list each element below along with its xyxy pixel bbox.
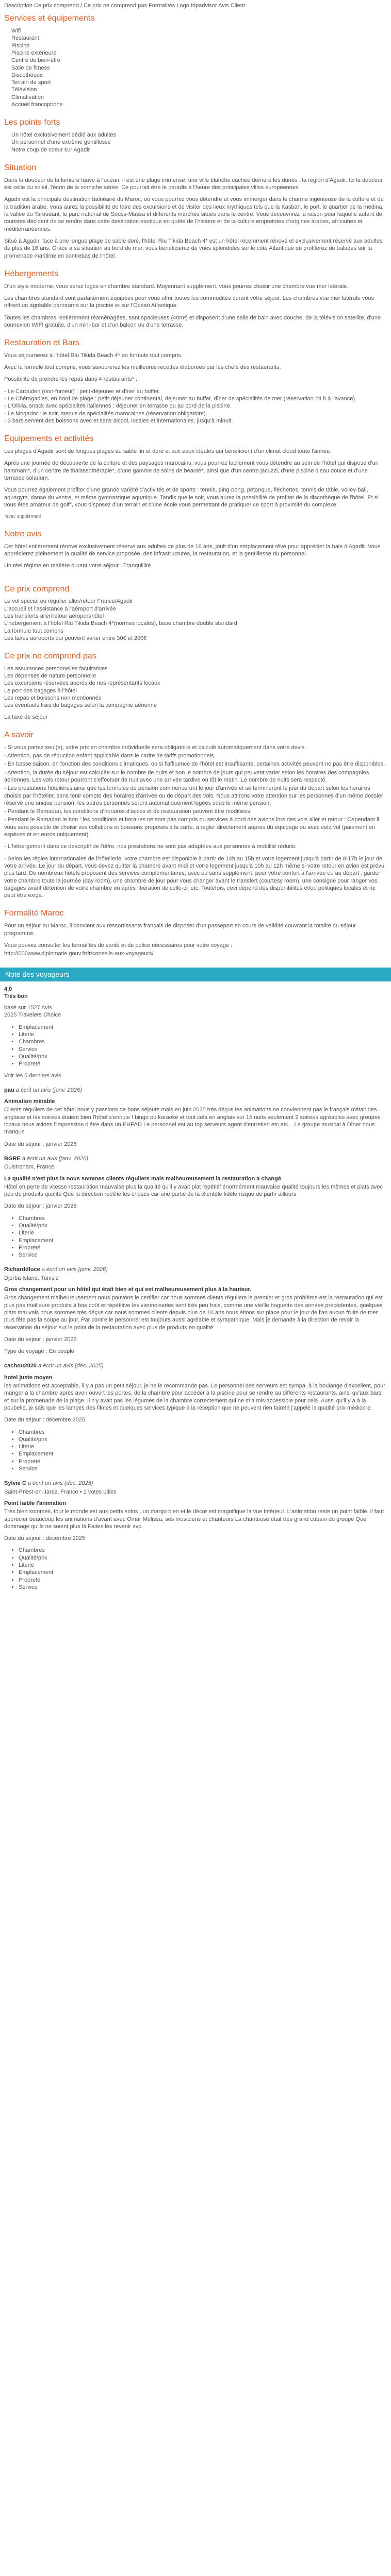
- review-criteria-item: • Service: [19, 1465, 387, 1472]
- review-criteria-item: • Emplacement: [19, 1450, 387, 1458]
- a-savoir-paragraph: - Attention, pas de réduction enfant applicable dans le cadre de tarifs promotionnels.: [4, 753, 216, 759]
- criteria-item: • Literie: [19, 1031, 387, 1038]
- hebergements-paragraph: Les chambres standard sont parfaitement équipées pour vous offrir toutes les commodités durant votre séjour. Les chambres vue mer latérale vous offrent un agréable panorama sur la piscine et sur l'Océan Atlantique.: [4, 295, 374, 309]
- formalites-link[interactable]: http://000www.diplomatie.gouv.fr/fr/conseils-aux-voyageurs/: [4, 951, 154, 957]
- review-body: Hôtel en perte de vitesse restauration mauvaise plus la qualité qu'il y avait plat répétitif énormément mauvaise qualité toujours les mêmes et plats avec peu de produits qualité Que la direction rectifie les choses car une partie de la clientèle fidèle risque de partir ailleurs: [4, 1183, 383, 1198]
- travelers-choice-award: 2025 Travelers Choice: [4, 1012, 61, 1019]
- prix-comprend-item: L'hébergement à l'hôtel Riu Tikida Beach 4*(normes locales), base chambre double standard: [4, 620, 237, 627]
- situation-paragraph: Dans la douceur de la lumière fauve à l'océan, il est une plage immense, une ville blanche cachée derrière les dunes : la région d'Agadir. Ici la douceur est celle du soleil, l'écrin de la corniche aérée. Ce pourrait être le paradis à l'heure des principales villes européennes.: [4, 177, 383, 191]
- review-criteria-item: • Chambres: [19, 1429, 387, 1436]
- a-savoir-paragraph: - Pendant le Ramadan, les conditions d'horaires d'accès et de restauration peuvent être modifiées.: [4, 808, 252, 815]
- point-fort-item: Un hôtel exclusivement dédié aux adultes: [11, 132, 117, 139]
- review-stay-date: Date du séjour : décembre 2025: [4, 1535, 86, 1542]
- criteria-item: • Propreté: [19, 1060, 387, 1067]
- avis-paragraph: Cet hôtel entièrement rénové exclusivement réservé aux adultes de plus de 16 ans, jouit d'un emplacement rêvé pour apprécier la baie d'Agadir. Vous apprécierez pleinement la qualité de service proposée, des infrastructures, la restauration, et la gentillesse du personnel.: [4, 543, 381, 557]
- criteria-item: • Chambres: [19, 1038, 387, 1045]
- review-title: Animation minable: [4, 1098, 55, 1105]
- review-criteria-list: [4, 1547, 387, 1591]
- avis-title: Notre avis: [4, 529, 42, 538]
- a-savoir-paragraph: - Attention, la durée du séjour est calculée sur le nombre de nuits et non le nombre de jours qui peuvent varier selon les horaires des compagnies aériennes. Les vols retour pourront s'effectuer de nuit avec une arrivée tardive ou tôt le matin. Le nombre de nuits sera respecté.: [4, 769, 369, 783]
- notes-banner: [0, 968, 391, 981]
- review-criteria-item: • Emplacement: [19, 1569, 387, 1576]
- point-fort-item: Un personnel d'une extrême gentillesse: [11, 139, 111, 146]
- review-stay-date: Date du séjour : décembre 2025: [4, 1417, 86, 1423]
- review-date: a écrit un avis (déc. 2025): [38, 1363, 104, 1369]
- service-item: Télévision: [11, 87, 37, 93]
- situation-title: Situation: [4, 163, 37, 173]
- prix-comprend-item: Les taxes aéroports qui peuvent varier entre 30€ et 200€: [4, 635, 147, 641]
- review-author[interactable]: cachou2020: [4, 1363, 37, 1369]
- review-title: hotel juste moyen: [4, 1374, 53, 1381]
- overall-score: 4,0: [4, 986, 12, 992]
- taxe-sejour: La taxe de séjour: [4, 714, 48, 720]
- review-location: Ouistreham, France: [4, 1164, 55, 1171]
- review-date: a écrit un avis (janv. 2026): [41, 1266, 108, 1273]
- service-item: Terrain de sport: [11, 79, 51, 86]
- criteria-list: [4, 1024, 387, 1068]
- hebergements-paragraph: Toutes les chambres, entièrement réaménagées, sont spacieuses (40m²) et disposent d'une salle de bain avec douche, de la télévision satellite, d'une connexion WIFI gratuite, d'un mini-bar et d'un balcon ou d'une terrasse.: [4, 314, 381, 328]
- service-item: Discothèque: [11, 72, 43, 78]
- review-body: Clients réguliers de cet hôtel nous y passions de bons séjours mais en juin 2025 très déçus les animations ne conviennent pas le français n'était des anglaise et les soirées étaient bien l'hôtel s'ennuie ! bingo ou karaoké et tout cela en anglais sur 15 nuits seulement 2 soirées agréables avec groupes locaux nous avions l'impression d'être dans un EHPAD Le personnel est au top serveurs agent d'entretien etc etc... Le groupe musical à Dîner nous manque: [4, 1107, 381, 1136]
- service-item: Centre de bien-être: [11, 57, 60, 64]
- restaurant-item: - L'Olivia, snack avec spécialités italiennes : déjeuner en terrasse ou au bord de la piscine.: [4, 403, 232, 410]
- review-date: a écrit un avis (janv. 2026): [22, 1155, 89, 1162]
- service-item: Piscine extérieure: [11, 49, 57, 56]
- service-item: Climatisation: [11, 94, 44, 100]
- review-title: Point faible l'animation: [4, 1500, 66, 1506]
- notes-title: Note des voyageurs: [5, 970, 70, 979]
- prix-comprend-item: Le vol spécial ou régulier aller/retour France/Agadir: [4, 598, 133, 605]
- prix-ne-comprend-list: [4, 665, 387, 709]
- a-savoir-paragraph: - En basse saison, en fonction des conditions climatiques, ou si l'affluence de l'hôtel est insuffisante, certaines activités peuvent ne pas être disponibles.: [4, 761, 385, 768]
- prix-comprend-item: Les transferts aller/retour aéroport/hôtel: [4, 613, 104, 619]
- review-header: [4, 1362, 387, 1369]
- points-forts-title: Les points forts: [4, 118, 60, 127]
- restaurant-item: - Le Mogador : le soir, menus de spécialités marocaines (réservation obligatoire).: [4, 410, 207, 417]
- restauration-title: Restauration et Bars: [4, 338, 79, 348]
- criteria-item: • Service: [19, 1046, 387, 1053]
- formalites-paragraph: Pour un séjour au Maroc, il convient aux ressortissants français de disposer d'un passeport en cours de validité couvrant la totalité du séjour programmé.: [4, 923, 356, 937]
- restauration-paragraph: Vous séjournerez à l'hôtel Riu Tikida Beach 4* en formule tout compris.: [4, 352, 183, 359]
- restauration-paragraph: Avec la formule tout compris, vous savourerez les meilleures recettes élaborées par les chefs des restaurants.: [4, 364, 281, 371]
- review-criteria-list: [4, 1215, 387, 1259]
- review-header: [4, 1266, 387, 1273]
- service-item: Wifi: [11, 28, 21, 35]
- review-author[interactable]: BGRE: [4, 1155, 21, 1162]
- prix-ne-comprend-title: Ce prix ne comprend pas: [4, 652, 96, 661]
- restaurant-item: - 3 bars servent des boissons avec et sans alcool, locales et internationales, jusqu'à minuit.: [4, 417, 233, 424]
- avis-paragraph: Un réel régime en matière durant votre séjour : Tranquillité: [4, 563, 151, 569]
- review-stay-date: Date du séjour : janvier 2026: [4, 1336, 77, 1343]
- services-title: Services et équipements: [4, 14, 95, 23]
- reviews-count: basé sur 1527 Avis: [4, 1005, 52, 1011]
- review: [4, 1480, 387, 1591]
- service-item: Salle de fitness: [11, 64, 50, 71]
- review-criteria-item: • Qualité/prix: [19, 1436, 387, 1443]
- review-author[interactable]: Sylvie C: [4, 1480, 26, 1487]
- equipements-paragraph: Les plages d'Agadir sont de longues plages au sable fin et doré et aux eaux idéales qui bénéficient d'un climat cloud toute l'année.: [4, 448, 332, 455]
- a-savoir-paragraph: - Selon les règles internationales de l'hôtellerie, votre chambre est disponible à partir de 14h au 15h et votre logement jusqu'à partir de 8-17h le jour de votre arrivée. Le jour du départ, vous devez quitter la chambre avant midi et votre logement jusqu'à 10h au 12h même si votre retour en avion est prévu plus tard. De nombreux hôtels proposent des services complémentaires, avec ou sans supplément, pour votre confort à l'arrivée ou au départ : garder votre chambre toute la journée (day room), une chambre de jour pour vous changer avant le transfert (courtesy room), une consigne pour ranger vos bagages avant détention de votre chambre ou après libération de celle-ci, etc. Toutefois, ceci dépend des disponibilités et/ou politiques locales et ne peut être exigé.: [4, 855, 385, 899]
- review: [4, 1155, 387, 1259]
- a-savoir-paragraph: - Pendant le Ramadan le bon : les conditions et horaires ne sont pas compris ou services à bord des avions lors des vols aller et retour : Cependant il vous sera possible de choisir vos collations et boissons proposés à la carte, à régler directement auprès du équipage ou avec cela vol (paiement en espèces et en euros uniquement).: [4, 817, 380, 838]
- review-stay-date: Date du séjour : janvier 2026: [4, 1203, 77, 1210]
- top-description: Description Ce prix comprend / Ce prix ne comprend pas Formalités Logo tripadvisor Avis Client: [4, 3, 245, 9]
- review-criteria-item: • Qualité/prix: [19, 1554, 387, 1562]
- formalites-title: Formalité Maroc: [4, 909, 64, 918]
- review-criteria-item: • Chambres: [19, 1215, 387, 1222]
- review-author[interactable]: pau: [4, 1087, 14, 1093]
- prix-ne-comprend-item: Les assurances personnelles facultatives: [4, 665, 108, 672]
- a-savoir-paragraph: - Si vous partez seul(e), votre prix en chambre individuelle sera obligatoire et calculé automatiquement dans votre devis.: [4, 744, 306, 751]
- restaurants-list: [4, 388, 387, 425]
- review-header: [4, 1087, 387, 1094]
- hebergements-paragraph: D'un style moderne, vous serez logés en chambre standard. Moyennant supplément, vous pourrez choisir une chambre vue mer latérale.: [4, 283, 349, 290]
- review-criteria-item: • Literie: [19, 1229, 387, 1236]
- review-criteria-item: • Literie: [19, 1562, 387, 1569]
- service-item: Piscine: [11, 42, 30, 49]
- prix-ne-comprend-item: Les dépenses de nature personnelle: [4, 673, 96, 680]
- review-date: a écrit un avis (déc. 2025): [27, 1480, 93, 1487]
- review: [4, 1362, 387, 1472]
- review-trip-type: Type de voyage : En couple: [4, 1348, 74, 1355]
- review-stay-date: Date du séjour : janvier 2026: [4, 1141, 77, 1147]
- hebergements-title: Hébergements: [4, 269, 58, 278]
- review-title: Gros changement pour un hôtel qui était bien et qui est malheureusement plus à la hauteur.: [4, 1286, 252, 1293]
- prix-comprend-item: La formule tout compris: [4, 628, 63, 634]
- review-criteria-item: • Service: [19, 1251, 387, 1259]
- review: [4, 1266, 387, 1355]
- services-list: [4, 27, 387, 108]
- formalites-paragraph: Vous pouvez consulter les formalités de santé et de police nécessaires pour votre voyage :: [4, 942, 233, 948]
- restaurant-item: - Le Chéragadies, en bord de plage : petit-déjeuner continental, déjeuner au buffet, dîner de spécialités de mer (réservation 24 h à l'avance).: [4, 396, 357, 402]
- situation-paragraph: Agadir est la principale destination balnéaire du Maroc, où vous pourrez vous détendre et vous immerger dans le charme ingénieuse de la culture et de la tradition arabe. Vous aurez la possibilité de faire des excursions et de visiter des lieux mythiques tels que la Kasbah, le port, le quartier de la médina, la vallée du Taroudant, le parc national de Souss-Massa et différents marchés situés dans le centre. Vous découvrirez la raison pour laquelle autant de touristes décident de se rendre dans cette destination exotique en quête de l'histoire et de la culture empreintes d'origines arabes, africaines et méditerranéennes.: [4, 196, 384, 232]
- service-item: Accueil francophone: [11, 101, 63, 108]
- a-savoir-paragraph: - Les prestations hôtelières ainsi que les formules de pension commenceront le jour d'arrivée et se termineront le jour du départ selon les horaires choisis par l'hôtelier, sans tenir compte des horaires d'arrivée ou de départ des vols. Nous attirons votre attention sur les personnes d'un même dossier réservé une unique pension, les autres personnes seront automatiquement logées sous le même pension.: [4, 785, 383, 806]
- equipements-paragraph: Après une journée de découverte de la culture et des paysages marocains, vous pourrez facilement vous détendre au sein de l'hôtel qui dispose d'un hammam*, d'un centre de thalassothérapie*, d'une gamme de soins de beauté*, ainsi que d'un centre jacuzzi, d'une piscine d'eau douce et d'une terrasse solarium.: [4, 460, 379, 481]
- prix-comprend-list: [4, 598, 387, 642]
- review-location: Djerba Island, Tunisie: [4, 1275, 59, 1281]
- review-criteria-item: • Propreté: [19, 1244, 387, 1251]
- prix-ne-comprend-item: Les éventuels frais de bagages selon la compagnie aérienne: [4, 702, 157, 709]
- criteria-item: • Emplacement: [19, 1024, 387, 1031]
- prix-comprend-item: L'accueil et l'assistance à l'aéroport d'arrivée: [4, 605, 116, 612]
- reviews-list: [4, 1087, 387, 1591]
- restauration-paragraph: Possibilité de prendre les repas dans 4 restaurants* :: [4, 376, 138, 383]
- service-item: Restaurant: [11, 35, 39, 42]
- last-reviews-link[interactable]: Voir les 5 derniers avis: [4, 1072, 61, 1079]
- a-savoir-title: A savoir: [4, 730, 34, 739]
- review-criteria-item: • Propreté: [19, 1577, 387, 1584]
- prix-ne-comprend-item: Les excursions réservées auprès de nos représentants locaux: [4, 680, 160, 687]
- overall-score-label: Très bon: [4, 993, 28, 999]
- criteria-item: • Qualité/prix: [19, 1053, 387, 1060]
- supplement-note: *avec supplément: [4, 514, 41, 519]
- review-body: les animations est acceptable, il y a pas un petit séjour, je ne le recommande pas. Le personnel des serveurs est sympa, à la boulange d'excellent, pour manger à la chambre après avoir ouvert les portes, de la chambre pour accéder à la piscine pour se rendre au différents restaurants. ainsi qu'aux bars et sur la promenade de la plage. Il n'y avait pas les légumes de la chambre correctement qui ne m'a mis accessible pour cela. Aussi qu'il y a à la poubelle, je sais que les lampes des filmes et quelques services typique à la réception que ne peuvent rien faire!!! j'appelé la qualité prix médiocre.: [4, 1383, 385, 1411]
- review-location: Saint-Priest-en-Jarez, France • 1 votes utiles: [4, 1488, 117, 1495]
- prix-comprend-title: Ce prix comprend: [4, 584, 70, 594]
- situation-paragraph: Situé à Agadir, face à une longue plage de sable doré, l'hôtel Riu Tikida Beach 4* est un hôtel récemment rénové et exclusivement réservé aux adultes de plus de 16 ans. Grâce à sa situation au bord de mer, vous bénéficierez de vues splendides sur le côte Atlantique ou profiterez de balades sur la promenade maritime en contrebas de l'hôtel.: [4, 238, 383, 259]
- review-criteria-item: • Literie: [19, 1443, 387, 1450]
- review-author[interactable]: Richarddluce: [4, 1266, 40, 1273]
- equipements-title: Equipements et activités: [4, 434, 94, 444]
- review-body: Gros changement malheureusement nous pouvons le certifier car nous sommes clients réguliers le premier et gros problème est la restauration qui est plus pas meilleure produits à bas coût et répétitive les viennoiseries sont très peu frais, comme une vieille baguette des années précédentes, quelques plats mauvais nous sommes très déçus car nous sommes clients depuis plus de 10 ans nous étions sur place pour le jour de l'an aucun fruits de mer plus fête pas la soupe au jour. Par contre le personnel est toujours aussi agréable et sympathique. Mais je demande à la direction de revoir la réservation du séjour sur le point de la restauration avec plus de produits en qualité: [4, 1295, 383, 1331]
- equipements-paragraph: Vous pourrez également profiter d'une grande variété d'activités et de sports : tennis, ping-pong, pétanque, fléchettes, tennis de table, volley-ball, aquagym, danse du ventre, et même gymnastique aquatique. Tandis que le soir, vous aurez la possibilité de profiter de la discothèque de l'hôtel. Et si vous êtes amateur de golf*, vous disposez d'un terrain et d'une école vous permettant de pratiquer ce sport à proximité du complexe.: [4, 487, 379, 508]
- review-criteria-item: • Qualité/prix: [19, 1222, 387, 1229]
- review-criteria-list: [4, 1429, 387, 1473]
- a-savoir-paragraph: - L'hébergement dans ce descriptif de l'offre, nos prestations ne sont pas adaptées aux personnes à mobilité réduite.: [4, 843, 297, 850]
- review-criteria-item: • Chambres: [19, 1547, 387, 1554]
- restaurant-item: - Le Carouden (non-fumeur) : petit-déjeuner et dîner au buffet.: [4, 388, 160, 395]
- review-criteria-item: • Emplacement: [19, 1237, 387, 1244]
- review-header: [4, 1155, 387, 1162]
- review-body: Très bien sommes, tout le monde est aux petits soins , un margo bien et le décor est magnifique la vue intérieur. L'animation reste un point faible, il faut apprécier beaucoup les animations d'avant avec Omar Mélissa, ses musiciens et chanteurs La chanteuse était très grand cubain du groupe Quel dommage qu'ils ne soient plus là Faites les revenir svp: [4, 1509, 384, 1530]
- review-criteria-item: • Service: [19, 1584, 387, 1591]
- prix-ne-comprend-item: Le port des bagages à l'hôtel: [4, 687, 77, 694]
- review-criteria-item: • Propreté: [19, 1458, 387, 1465]
- review: [4, 1087, 387, 1148]
- review-date: a écrit un avis (janv. 2026): [15, 1087, 82, 1093]
- points-forts-list: [4, 131, 387, 154]
- point-fort-item: Notre coup de coeur sur Agadir: [11, 146, 90, 153]
- review-header: [4, 1480, 387, 1487]
- review-title: La qualité n'est plus la nous sommes clients réguliers mais malheureusement la restauration a changé: [4, 1175, 281, 1182]
- prix-ne-comprend-item: Les repas et boissons non mentionnés: [4, 695, 102, 702]
